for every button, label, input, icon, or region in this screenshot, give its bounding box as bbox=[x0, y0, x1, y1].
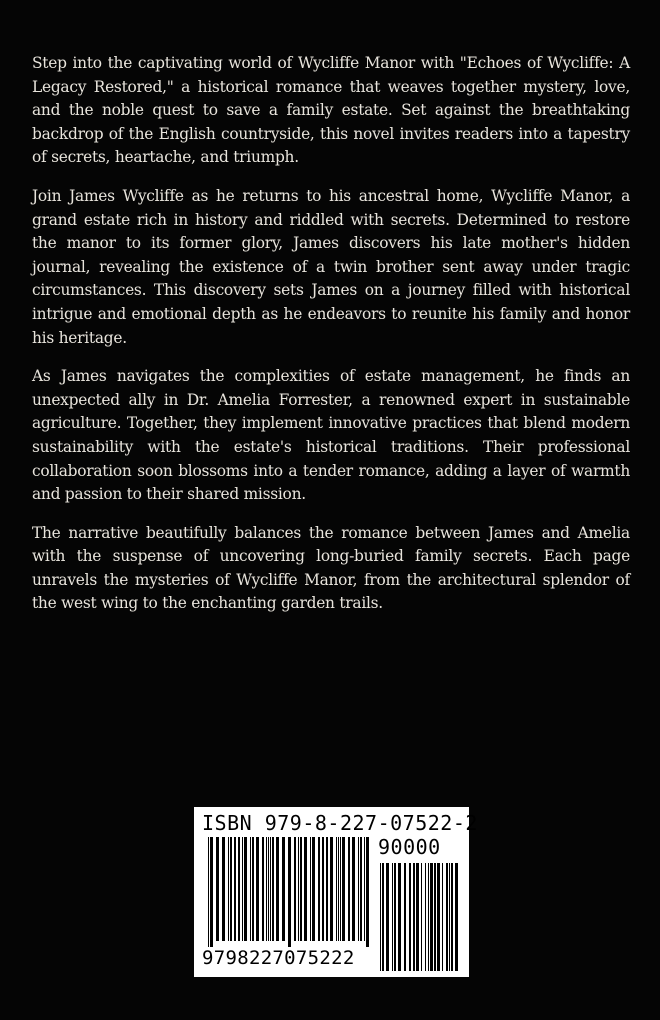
barcode-bar bbox=[270, 837, 271, 941]
addon-bar bbox=[421, 863, 422, 971]
barcode-bar bbox=[364, 837, 365, 941]
addon-bar bbox=[449, 863, 450, 971]
barcode-bar bbox=[336, 837, 337, 941]
addon-bar bbox=[446, 863, 448, 971]
isbn-barcode bbox=[194, 807, 478, 977]
addon-bar bbox=[437, 863, 440, 971]
barcode-digits: 9798227075222 bbox=[202, 947, 355, 969]
blurb-paragraph-2: Join James Wycliffe as he returns to his ancestral home, Wycliffe Manor, a grand estate rich in history and riddled with secrets. Determined to restore the manor to its former glory, James discovers his late mother's hidden journal, revealing the existence of a twin brother sent away under tragic circumstances. This discovery sets James on a journey filled with historical intrigue and emotional depth as he endeavors to reunite his family and honor his heritage. bbox=[32, 186, 630, 347]
barcode-bar bbox=[342, 837, 345, 941]
addon-bar bbox=[409, 863, 411, 971]
barcode-bar bbox=[238, 837, 240, 941]
blurb-paragraph-1: Step into the captivating world of Wycliffe Manor with "Echoes of Wycliffe: A Legacy Restored," a historical romance that weaves together mystery, love, and the noble quest to save a family estate. Set against the breathtaking backdrop of the English countryside, this novel invites readers into a tapestry of secrets, heartache, and triumph. bbox=[32, 54, 630, 167]
barcode-bar bbox=[348, 837, 350, 941]
barcode-bar bbox=[266, 837, 267, 941]
barcode-bar bbox=[360, 837, 362, 941]
barcode-bar bbox=[300, 837, 302, 941]
addon-bar bbox=[404, 863, 406, 971]
price-code: 90000 bbox=[378, 835, 441, 859]
blurb-paragraph-4: The narrative beautifully balances the romance between James and Amelia with the suspense of uncovering long-buried family secrets. Each page unravels the mysteries of Wycliffe Manor, from the architectural splendor of the west wing to the enchanting garden trails. bbox=[32, 523, 630, 613]
barcode-bar bbox=[282, 837, 285, 941]
barcode-bar bbox=[244, 837, 247, 941]
barcode-bar bbox=[252, 837, 254, 941]
addon-bar bbox=[380, 863, 381, 971]
barcode-bar bbox=[250, 837, 251, 941]
barcode-bar bbox=[268, 837, 269, 941]
addon-bar bbox=[455, 863, 458, 971]
barcode-bar bbox=[322, 837, 324, 941]
book-blurb bbox=[32, 52, 630, 631]
barcode-bar bbox=[230, 837, 232, 941]
barcode-bar bbox=[338, 837, 339, 941]
barcode-bar bbox=[234, 837, 236, 941]
isbn-label: ISBN 979-8-227-07522-2 bbox=[202, 811, 478, 835]
addon-bar bbox=[430, 863, 433, 971]
addon-bar bbox=[386, 863, 389, 971]
barcode-bar bbox=[312, 837, 315, 941]
addon-bar bbox=[413, 863, 415, 971]
barcode-bar bbox=[366, 837, 369, 947]
barcode-bar bbox=[210, 837, 213, 947]
barcode-bar bbox=[222, 837, 225, 941]
barcode-bar bbox=[298, 837, 299, 941]
addon-bar bbox=[416, 863, 419, 971]
barcode-bar bbox=[262, 837, 264, 941]
addon-bar bbox=[442, 863, 443, 971]
addon-bar bbox=[425, 863, 426, 971]
addon-bar bbox=[394, 863, 396, 971]
barcode-bar bbox=[256, 837, 259, 941]
barcode-bar bbox=[358, 837, 359, 941]
addon-bar bbox=[428, 863, 429, 971]
barcode-bar bbox=[310, 837, 311, 941]
barcode-bar bbox=[208, 837, 209, 947]
addon-bar bbox=[451, 863, 453, 971]
barcode-bar bbox=[242, 837, 243, 941]
barcode-bar bbox=[294, 837, 296, 941]
barcode-bar bbox=[352, 837, 355, 941]
addon-bar bbox=[398, 863, 401, 971]
barcode-bar bbox=[330, 837, 333, 941]
barcode-bar bbox=[318, 837, 320, 941]
barcode-bar bbox=[276, 837, 279, 941]
barcode-bar bbox=[304, 837, 307, 941]
barcode-bar bbox=[326, 837, 328, 941]
addon-bar bbox=[382, 863, 384, 971]
blurb-paragraph-3: As James navigates the complexities of estate management, he finds an unexpected ally in Dr. Amelia Forrester, a renowned expert in sustainable agriculture. Together, they implement innovative practices that blend modern sustainability with the estate's historical traditions. Their professional collaboration soon blossoms into a tender romance, adding a layer of warmth and passion to their shared mission. bbox=[32, 367, 630, 504]
barcode-bar bbox=[228, 837, 229, 941]
addon-bar bbox=[392, 863, 393, 971]
addon-bar bbox=[434, 863, 436, 971]
barcode-bar bbox=[340, 837, 341, 941]
barcode-bar bbox=[272, 837, 274, 941]
barcode-bar bbox=[216, 837, 219, 941]
barcode-bar bbox=[288, 837, 291, 947]
